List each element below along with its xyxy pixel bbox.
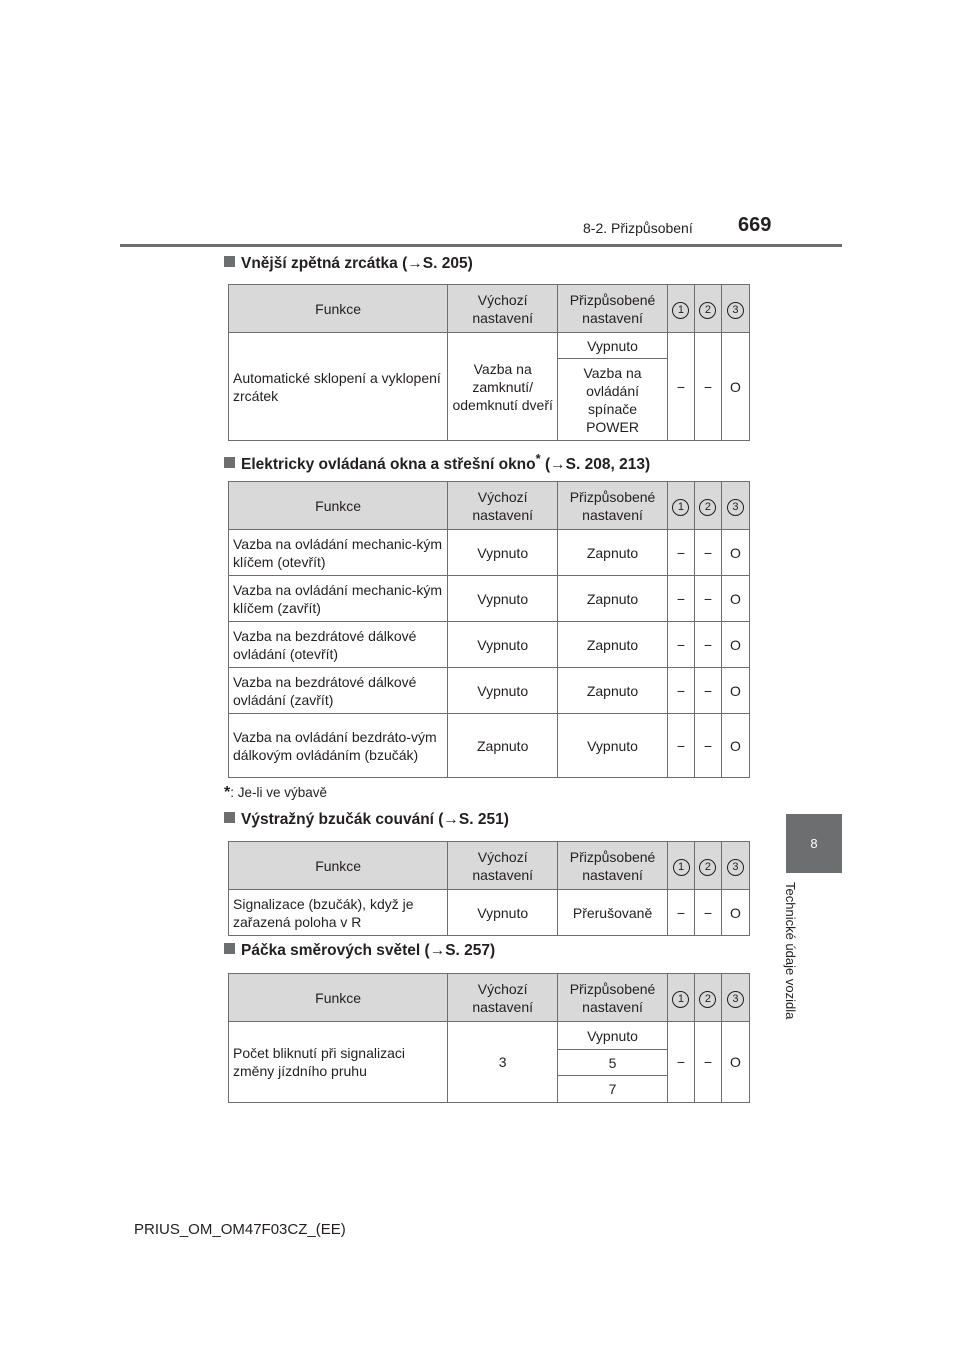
cell-mark-1: − xyxy=(668,1022,695,1103)
cell-mark-1: − xyxy=(668,668,695,714)
col-func: Funkce xyxy=(229,974,448,1022)
cell-custom: Zapnuto xyxy=(558,668,668,714)
col-custom: Přizpůsobené nastavení xyxy=(558,285,668,333)
col-num-2: 2 xyxy=(699,302,716,319)
table-row xyxy=(229,1022,750,1050)
running-header-section: 8-2. Přizpůsobení xyxy=(583,220,693,236)
col-default: Výchozí nastavení xyxy=(448,842,558,890)
cell-custom: Vypnuto xyxy=(558,1022,668,1050)
cell-mark-2: − xyxy=(694,530,721,576)
col-custom: Přizpůsobené nastavení xyxy=(558,482,668,530)
cell-mark-3: O xyxy=(721,333,749,441)
table-row xyxy=(229,890,750,936)
cell-default: Vypnuto xyxy=(448,530,558,576)
cell-mark-3: O xyxy=(721,1022,749,1103)
cell-mark-1: − xyxy=(667,333,694,441)
cell-mark-3: O xyxy=(721,714,749,778)
cell-default: Zapnuto xyxy=(448,714,558,778)
col-num-1: 1 xyxy=(672,499,689,516)
cell-mark-3: O xyxy=(721,668,749,714)
cell-func: Vazba na ovládání mechanic-kým klíčem (otevřít) xyxy=(229,530,448,576)
col-num-3: 3 xyxy=(727,302,744,319)
cell-mark-2: − xyxy=(694,333,721,441)
footer-doc-code: PRIUS_OM_OM47F03CZ_(EE) xyxy=(134,1221,346,1238)
cell-mark-1: − xyxy=(668,890,695,936)
cell-mark-1: − xyxy=(668,714,695,778)
cell-func: Vazba na bezdrátové dálkové ovládání (otevřít) xyxy=(229,622,448,668)
table-row xyxy=(229,576,750,622)
cell-mark-3: O xyxy=(721,530,749,576)
cell-custom: Zapnuto xyxy=(558,622,668,668)
cell-mark-2: − xyxy=(694,622,721,668)
table-header-row xyxy=(229,974,750,1022)
section-heading-mirrors: Vnější zpětná zrcátka (→S. 205) xyxy=(224,255,473,273)
table-reverse-buzzer xyxy=(228,841,750,936)
col-custom: Přizpůsobené nastavení xyxy=(558,974,668,1022)
table-header-row xyxy=(229,285,750,333)
col-default: Výchozí nastavení xyxy=(448,285,558,333)
col-func: Funkce xyxy=(229,842,448,890)
col-func: Funkce xyxy=(229,285,448,333)
cell-func: Signalizace (bzučák), když je zařazená poloha v R xyxy=(229,890,448,936)
cell-custom: Zapnuto xyxy=(558,576,668,622)
cell-mark-2: − xyxy=(695,890,722,936)
col-num-1: 1 xyxy=(673,859,690,876)
cell-func: Vazba na bezdrátové dálkové ovládání (zavřít) xyxy=(229,668,448,714)
col-num-3: 3 xyxy=(727,499,744,516)
table-row xyxy=(229,622,750,668)
square-bullet-icon xyxy=(224,256,235,267)
cell-default: Vypnuto xyxy=(448,668,558,714)
chapter-title xyxy=(782,882,810,1062)
cell-default: Vypnuto xyxy=(448,622,558,668)
cell-mark-3: O xyxy=(721,890,749,936)
col-num-2: 2 xyxy=(699,859,716,876)
table-row xyxy=(229,530,750,576)
table-row xyxy=(229,333,750,359)
cell-custom: Zapnuto xyxy=(558,530,668,576)
table-row xyxy=(229,714,750,778)
cell-mark-2: − xyxy=(694,668,721,714)
table-row xyxy=(229,668,750,714)
cell-func: Počet bliknutí při signalizaci změny jízdního pruhu xyxy=(229,1022,448,1103)
cell-mark-1: − xyxy=(668,530,695,576)
col-num-3: 3 xyxy=(727,859,744,876)
cell-default: Vazba na zamknutí/ odemknutí dveří xyxy=(448,333,558,441)
col-num-2: 2 xyxy=(699,499,716,516)
cell-mark-2: − xyxy=(694,714,721,778)
section-heading-windows: Elektricky ovládaná okna a střešní okno* (→S. 208, 213) xyxy=(224,451,650,474)
cell-custom: Vazba na ovládání spínače POWER xyxy=(558,359,668,441)
col-num-3: 3 xyxy=(727,991,744,1008)
chapter-tab xyxy=(786,814,842,873)
col-func: Funkce xyxy=(229,482,448,530)
cell-mark-1: − xyxy=(668,622,695,668)
table-mirrors xyxy=(228,284,750,441)
table-header-row xyxy=(229,482,750,530)
section-heading-turn-signal: Páčka směrových světel (→S. 257) xyxy=(224,942,495,960)
table-header-row xyxy=(229,842,750,890)
cell-custom: Vypnuto xyxy=(558,333,668,359)
col-default: Výchozí nastavení xyxy=(448,974,558,1022)
square-bullet-icon xyxy=(224,812,235,823)
cell-mark-1: − xyxy=(668,576,695,622)
cell-custom: Přerušovaně xyxy=(558,890,668,936)
col-default: Výchozí nastavení xyxy=(448,482,558,530)
cell-custom: 7 xyxy=(558,1076,668,1103)
cell-func: Vazba na ovládání bezdráto-vým dálkovým ovládáním (bzučák) xyxy=(229,714,448,778)
section-heading-reverse-buzzer: Výstražný bzučák couvání (→S. 251) xyxy=(224,811,509,829)
header-rule xyxy=(120,244,842,247)
table-windows xyxy=(228,481,750,778)
cell-default: Vypnuto xyxy=(448,576,558,622)
cell-mark-2: − xyxy=(694,1022,721,1103)
cell-mark-2: − xyxy=(694,576,721,622)
cell-func: Vazba na ovládání mechanic-kým klíčem (zavřít) xyxy=(229,576,448,622)
square-bullet-icon xyxy=(224,943,235,954)
footnote: *: Je-li ve výbavě xyxy=(224,784,328,801)
cell-custom: 5 xyxy=(558,1050,668,1076)
table-turn-signal xyxy=(228,973,750,1103)
cell-mark-3: O xyxy=(721,622,749,668)
cell-func: Automatické sklopení a vyklopení zrcátek xyxy=(229,333,448,441)
cell-mark-3: O xyxy=(721,576,749,622)
cell-default: 3 xyxy=(448,1022,558,1103)
col-num-1: 1 xyxy=(672,302,689,319)
col-custom: Přizpůsobené nastavení xyxy=(558,842,668,890)
col-num-2: 2 xyxy=(699,991,716,1008)
square-bullet-icon xyxy=(224,457,235,468)
col-num-1: 1 xyxy=(672,991,689,1008)
cell-custom: Vypnuto xyxy=(558,714,668,778)
chapter-number: 8 xyxy=(810,836,818,851)
chapter-title-text: Technické údaje vozidla xyxy=(783,882,798,1020)
page-number: 669 xyxy=(738,214,772,236)
cell-default: Vypnuto xyxy=(448,890,558,936)
